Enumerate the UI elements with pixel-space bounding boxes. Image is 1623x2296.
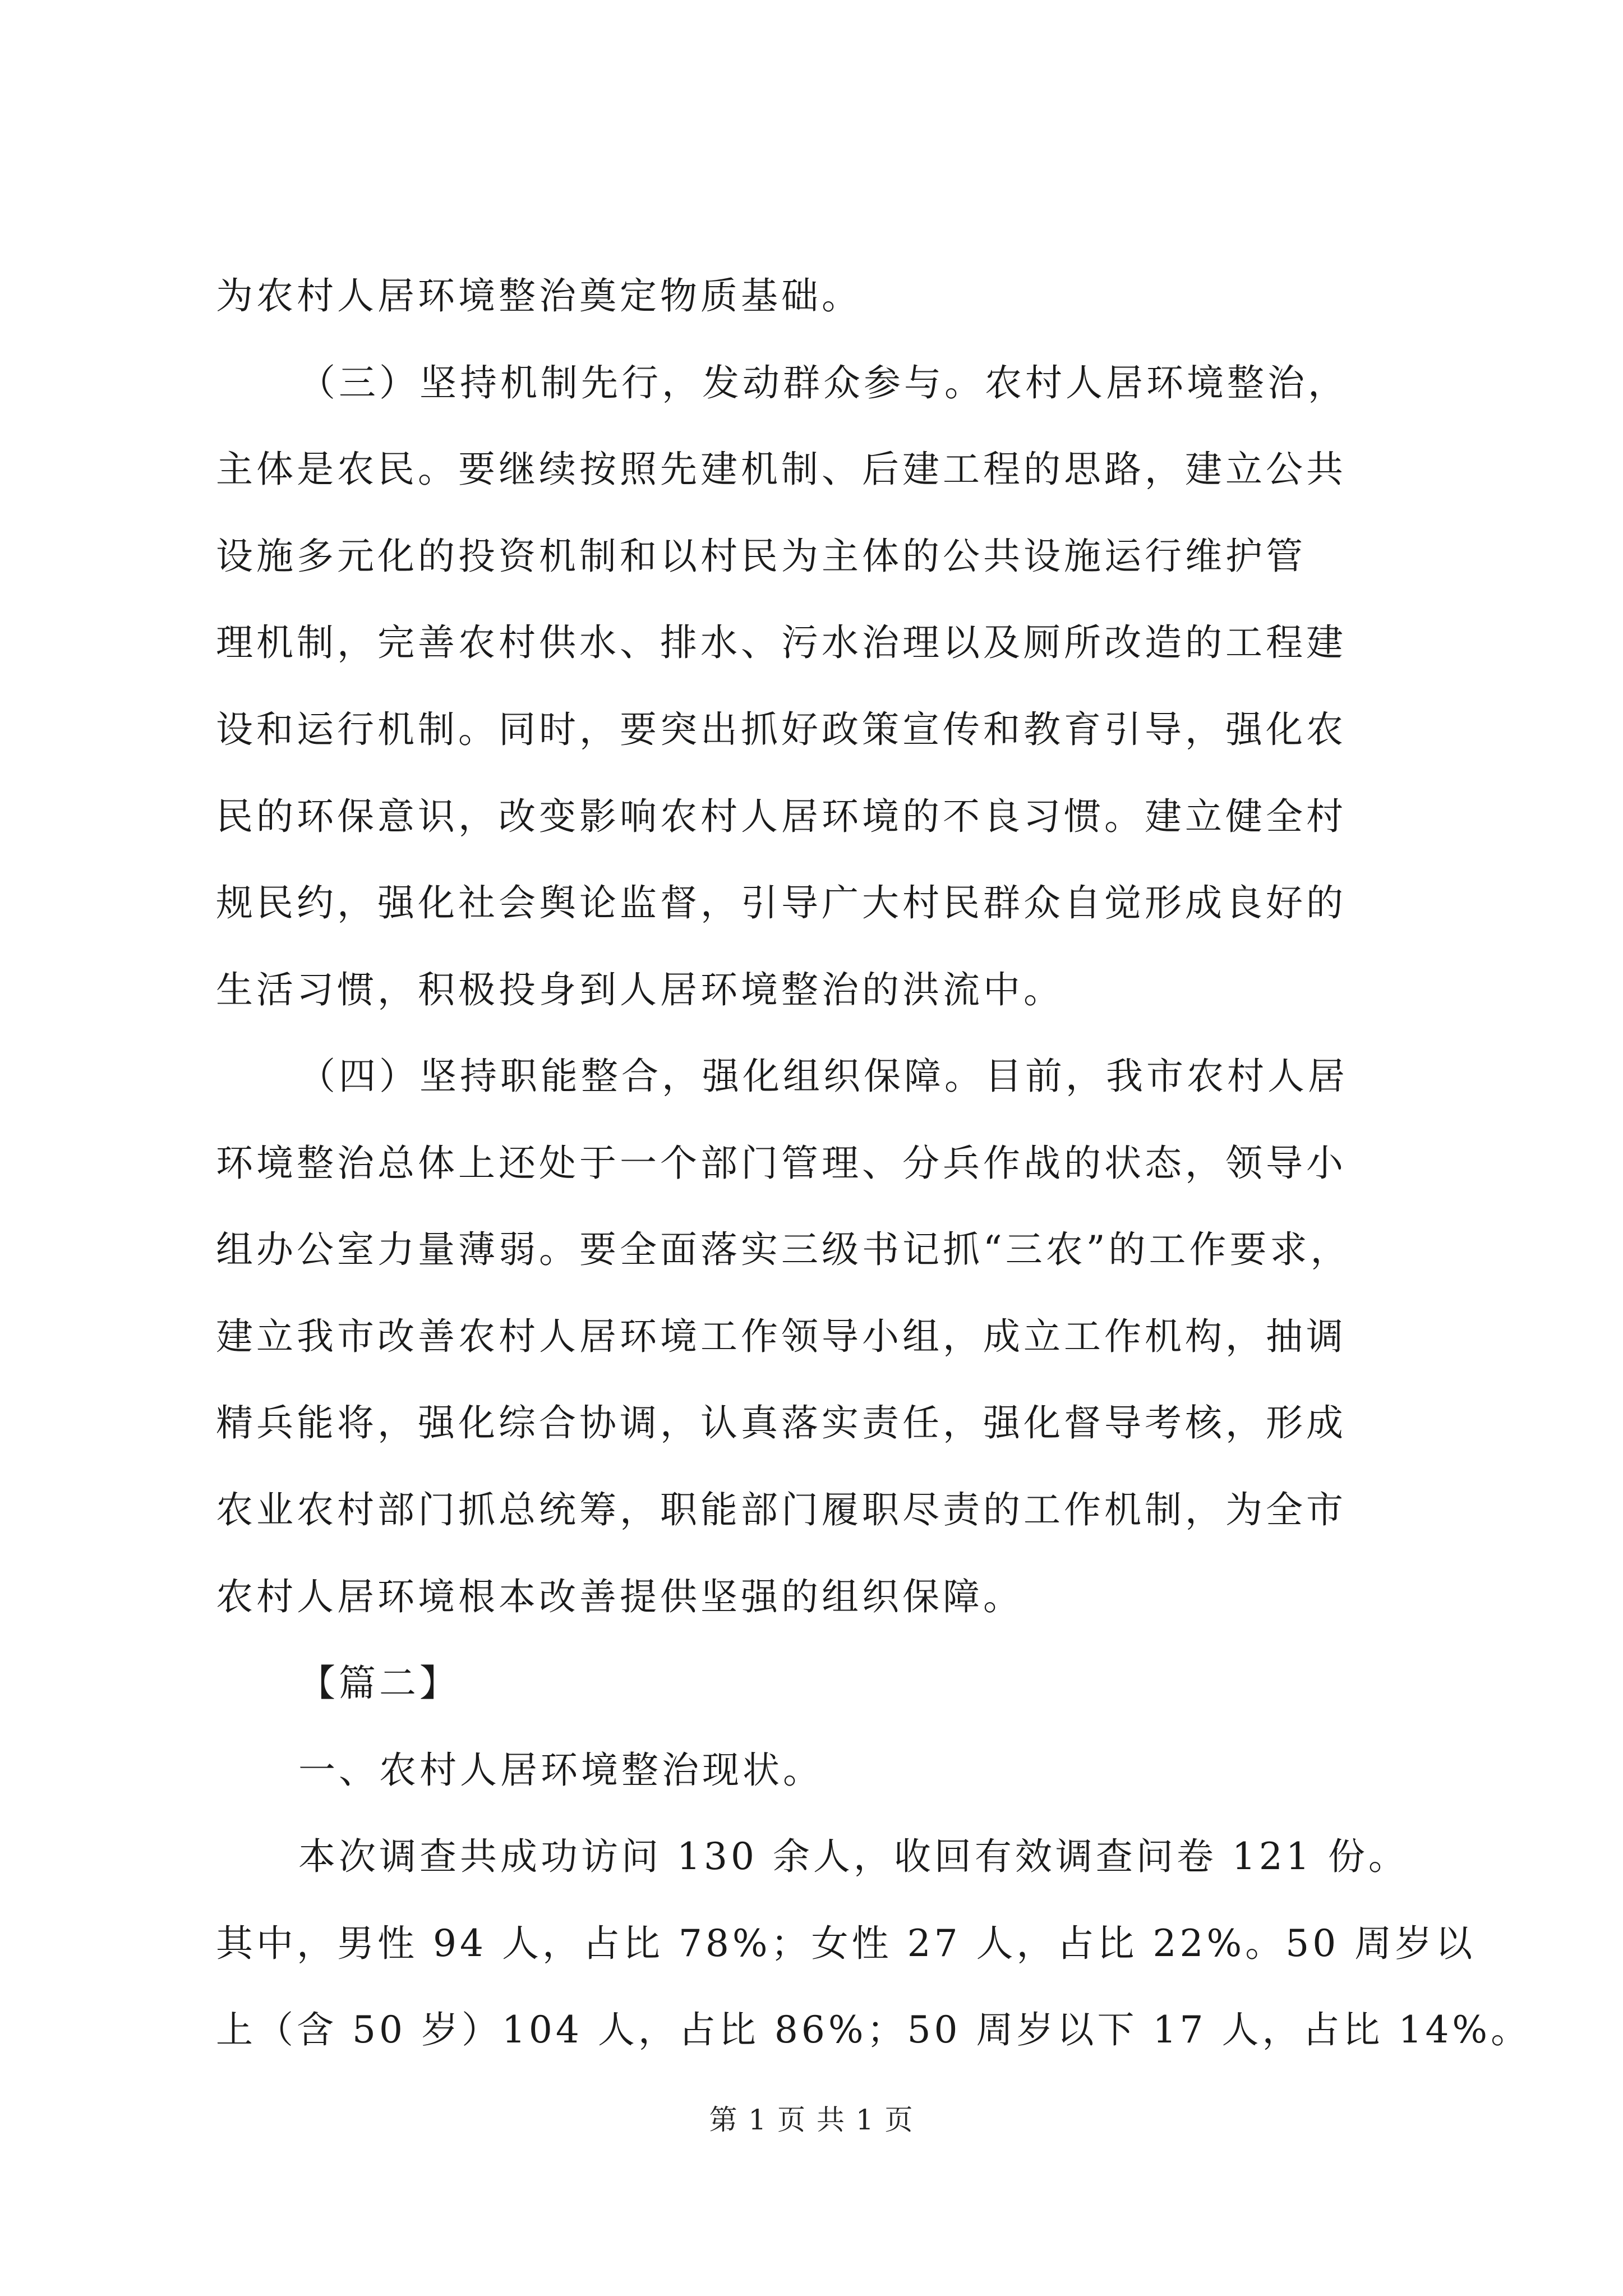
- text-line-11: 环境整治总体上还处于一个部门管理、分兵作战的状态，领导小: [216, 1142, 1347, 1185]
- text-line-6: 设和运行机制。同时，要突出抓好政策宣传和教育引导，强化农: [216, 708, 1347, 751]
- text-line-19: 本次调查共成功访问 130 余人，收回有效调查问卷 121 份。: [298, 1835, 1409, 1878]
- text-line-4: 设施多元化的投资机制和以村民为主体的公共设施运行维护管: [216, 535, 1306, 578]
- text-line-20: 其中，男性 94 人，占比 78%；女性 27 人，占比 22%。50 周岁以: [216, 1922, 1476, 1965]
- section-heading: 【篇二】: [298, 1662, 460, 1705]
- text-line-12: 组办公室力量薄弱。要全面落实三级书记抓“三农”的工作要求，: [216, 1228, 1351, 1271]
- text-line-9: 生活习惯，积极投身到人居环境整治的洪流中。: [216, 968, 1064, 1011]
- page-footer: 第 1 页 共 1 页: [709, 2104, 914, 2136]
- text-line-13: 建立我市改善农村人居环境工作领导小组，成立工作机构，抽调: [216, 1315, 1347, 1358]
- text-line-2: （三）坚持机制先行，发动群众参与。农村人居环境整治，: [298, 361, 1348, 404]
- text-line-3: 主体是农民。要继续按照先建机制、后建工程的思路，建立公共: [216, 448, 1347, 491]
- text-line-15: 农业农村部门抓总统筹，职能部门履职尽责的工作机制，为全市: [216, 1488, 1347, 1531]
- text-line-10: （四）坚持职能整合，强化组织保障。目前，我市农村人居: [298, 1055, 1348, 1098]
- text-line-16: 农村人居环境根本改善提供坚强的组织保障。: [216, 1575, 1023, 1618]
- text-line-7: 民的环保意识，改变影响农村人居环境的不良习惯。建立健全村: [216, 795, 1347, 838]
- text-line-21: 上（含 50 岁）104 人，占比 86%；50 周岁以下 17 人，占比 14%。: [216, 2008, 1532, 2051]
- subheading: 一、农村人居环境整治现状。: [298, 1749, 823, 1792]
- text-line-8: 规民约，强化社会舆论监督，引导广大村民群众自觉形成良好的: [216, 881, 1347, 924]
- text-line-1: 为农村人居环境整治奠定物质基础。: [216, 274, 862, 318]
- text-line-14: 精兵能将，强化综合协调，认真落实责任，强化督导考核，形成: [216, 1401, 1347, 1444]
- text-line-5: 理机制，完善农村供水、排水、污水治理以及厕所改造的工程建: [216, 621, 1347, 664]
